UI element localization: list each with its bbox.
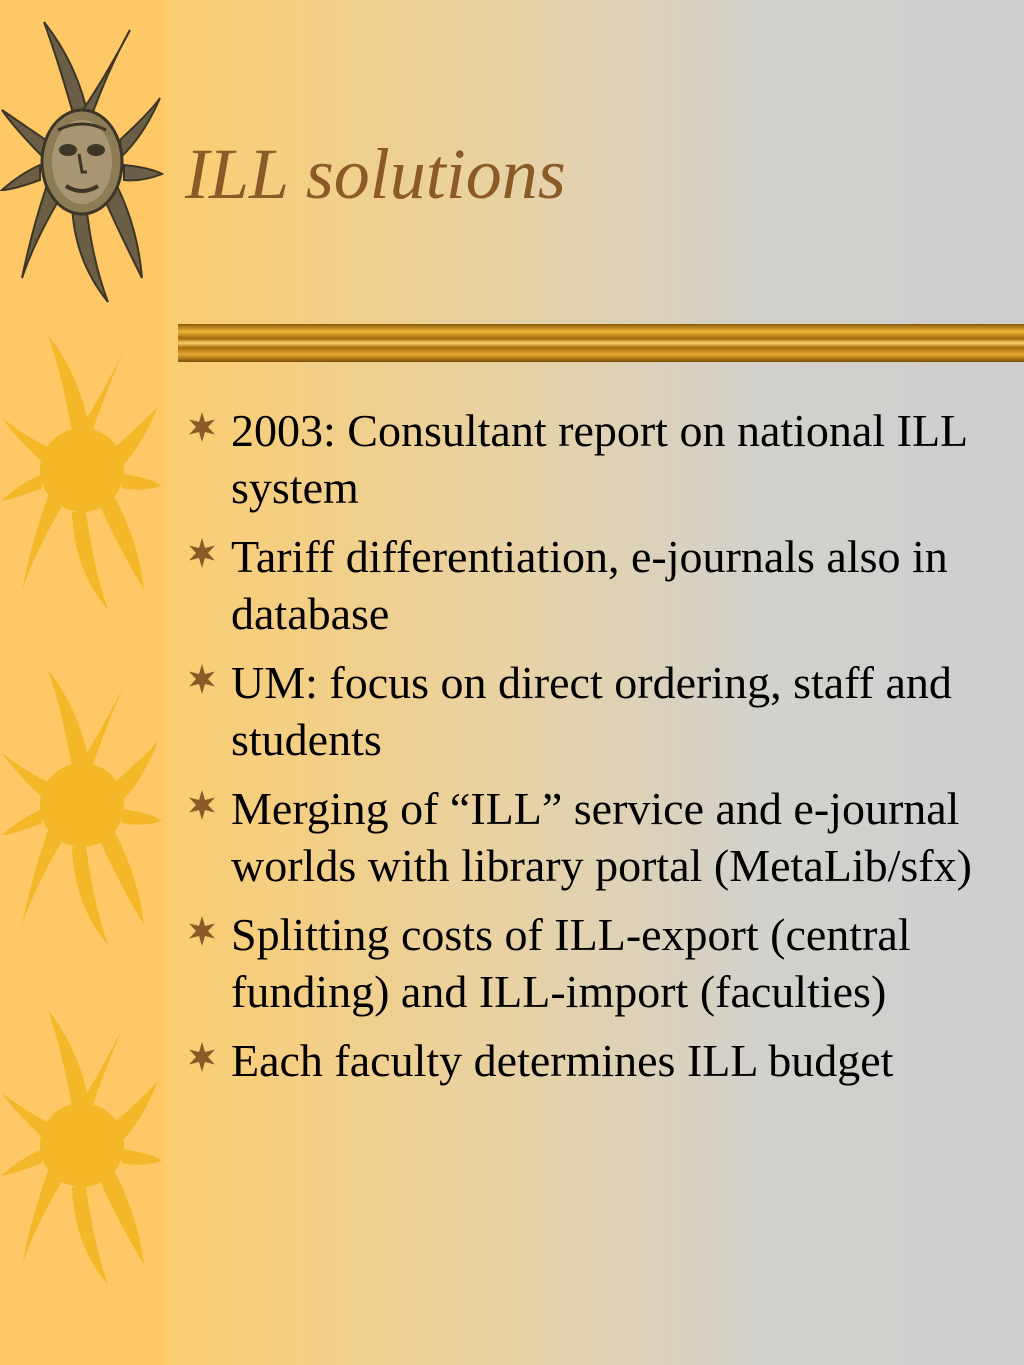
bullet-text: Splitting costs of ILL-export (central funding) and ILL-import (faculties)	[231, 909, 911, 1017]
list-item	[185, 528, 1015, 642]
mask-sun-icon	[0, 10, 165, 310]
six-point-star-icon	[185, 536, 219, 570]
bullet-text: Tariff differentiation, e-journals also in database	[231, 531, 948, 639]
decorative-sidebar	[0, 0, 165, 1365]
bullet-list	[185, 402, 1015, 1101]
sun-icon	[0, 655, 165, 955]
bullet-text: Merging of “ILL” service and e-journal worlds with library portal (MetaLib/sfx)	[231, 783, 972, 891]
list-item	[185, 654, 1015, 768]
sun-icon	[0, 320, 165, 620]
sun-icon	[0, 995, 165, 1295]
title-divider	[178, 324, 1024, 362]
list-item	[185, 906, 1015, 1020]
bullet-text: Each faculty determines ILL budget	[231, 1035, 894, 1086]
six-point-star-icon	[185, 662, 219, 696]
six-point-star-icon	[185, 410, 219, 444]
slide-title: ILL solutions	[185, 134, 566, 214]
bullet-text: UM: focus on direct ordering, staff and students	[231, 657, 952, 765]
six-point-star-icon	[185, 1040, 219, 1074]
six-point-star-icon	[185, 788, 219, 822]
list-item	[185, 1032, 1015, 1089]
list-item	[185, 780, 1015, 894]
list-item	[185, 402, 1015, 516]
six-point-star-icon	[185, 914, 219, 948]
bullet-text: 2003: Consultant report on national ILL system	[231, 405, 967, 513]
